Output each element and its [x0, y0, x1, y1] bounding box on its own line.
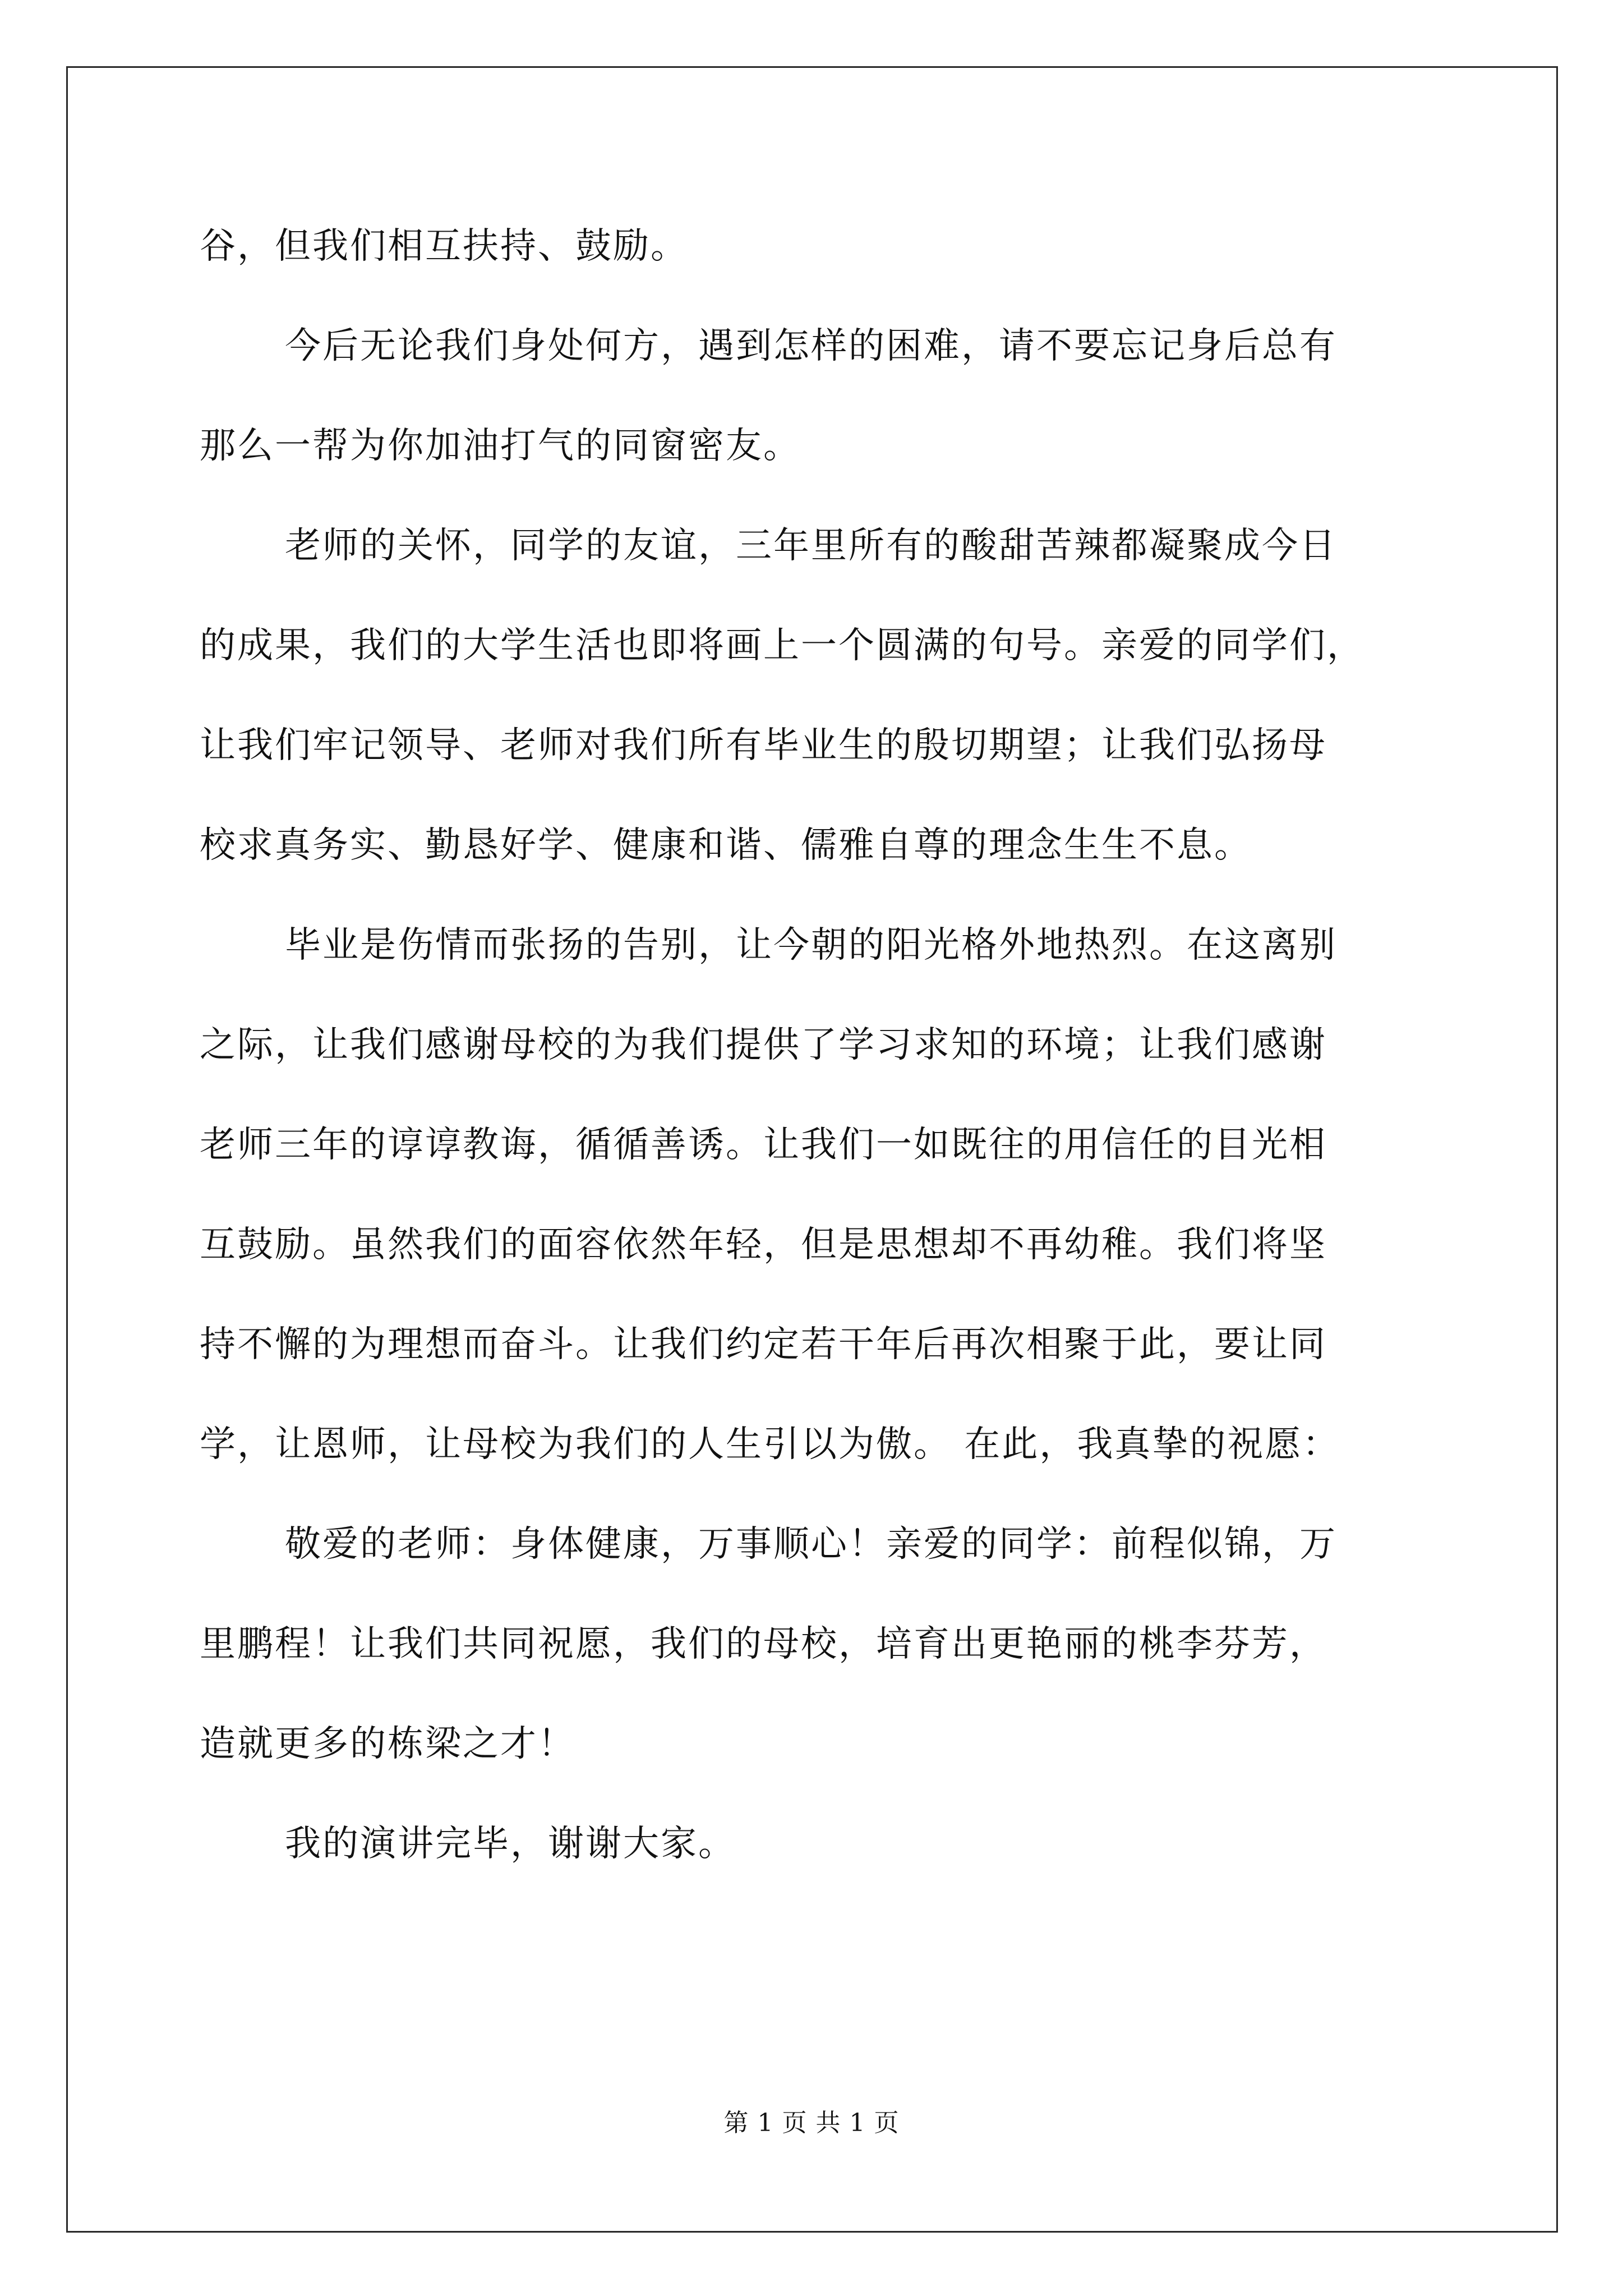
text-line: 谷，但我们相互扶持、鼓励。: [200, 226, 688, 267]
page-number-footer: 第 1 页 共 1 页: [723, 2109, 900, 2137]
text-line: 互鼓励。虽然我们的面容依然年轻，但是思想却不再幼稚。我们将坚: [200, 1224, 1327, 1266]
text-line: 造就更多的栋梁之才！: [200, 1723, 575, 1765]
text-line: 今后无论我们身处何方，遇到怎样的困难，请不要忘记身后总有: [285, 325, 1337, 367]
text-line: 老师的关怀，同学的友谊，三年里所有的酸甜苦辣都凝聚成今日: [285, 525, 1337, 567]
text-line: 敬爱的老师：身体健康，万事顺心！亲爱的同学：前程似锦，万: [285, 1524, 1337, 1565]
text-line: 让我们牢记领导、老师对我们所有毕业生的殷切期望；让我们弘扬母: [200, 725, 1327, 766]
document-body: [200, 196, 1433, 1894]
text-line: 之际，让我们感谢母校的为我们提供了学习求知的环境；让我们感谢: [200, 1024, 1327, 1066]
text-line: 毕业是伤情而张扬的告别，让今朝的阳光格外地热烈。在这离别: [285, 924, 1337, 966]
text-line: 的成果，我们的大学生活也即将画上一个圆满的句号。亲爱的同学们，: [200, 625, 1364, 666]
text-line: 学，让恩师，让母校为我们的人生引以为傲。 在此，我真挚的祝愿：: [200, 1424, 1340, 1465]
text-line: 那么一帮为你加油打气的同窗密友。: [200, 425, 801, 467]
text-line: 持不懈的为理想而奋斗。让我们约定若干年后再次相聚于此，要让同: [200, 1324, 1327, 1365]
text-line: 我的演讲完毕，谢谢大家。: [285, 1823, 736, 1865]
text-line: 里鹏程！让我们共同祝愿，我们的母校，培育出更艳丽的桃李芬芳，: [200, 1623, 1327, 1665]
text-line: 校求真务实、勤恳好学、健康和谐、儒雅自尊的理念生生不息。: [200, 825, 1252, 866]
text-line: 老师三年的谆谆教诲，循循善诱。让我们一如既往的用信任的目光相: [200, 1124, 1327, 1166]
